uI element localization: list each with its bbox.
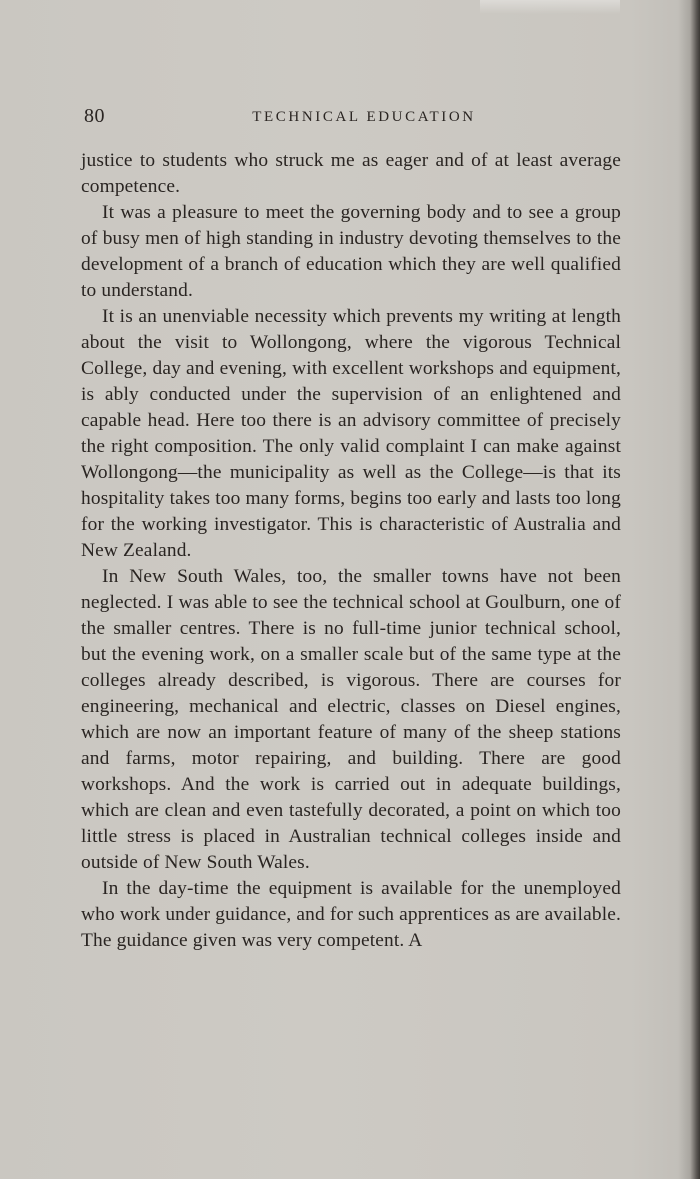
page-edge-shadow [678,0,700,1179]
page-number: 80 [84,105,105,127]
scan-smudge [480,0,620,14]
paragraph-continued: justice to students who struck me as eager and of at least average competence. [81,150,621,197]
page-header [84,104,620,130]
running-title: TECHNICAL EDUCATION [252,109,476,125]
paragraph-day-time: In the day-time the equipment is available for the unemployed who work under guidance, and for such apprentices as are available. The guidance given was very competent. A [81,878,621,951]
body-text [81,148,621,954]
paragraph-goulburn: In New South Wales, too, the smaller towns have not been neglected. I was able to see the technical school at Goulburn, one of the smaller centres. There is no full-time junior technical school, but the evening work, on a smaller scale but of the same type at the colleges already described, is vigorous. There are courses for engineering, mechanical and electric, classes on Diesel engines, which are now an important feature of many of the sheep stations and farms, motor repairing, and building. There are good workshops. And the work is carried out in adequate buildings, which are clean and even tastefully decorated, a point on which too little stress is placed in Australian technical colleges inside and outside of New South Wales. [81,566,621,873]
paragraph-governing-body: It was a pleasure to meet the governing body and to see a group of busy men of high standing in industry devoting themselves to the development of a branch of education which they are well qualified to understand. [81,202,621,301]
paragraph-wollongong: It is an unenviable necessity which prevents my writing at length about the visit to Wollongong, where the vigorous Technical College, day and evening, with excellent workshops and equipment, is ably conducted under the supervision of an enlightened and capable head. Here too there is an advisory committee of precisely the right composition. The only valid complaint I can make against Wollongong—the municipality as well as the College—is that its hospitality takes too many forms, begins too early and lasts too long for the working investigator. This is characteristic of Australia and New Zealand. [81,306,621,561]
